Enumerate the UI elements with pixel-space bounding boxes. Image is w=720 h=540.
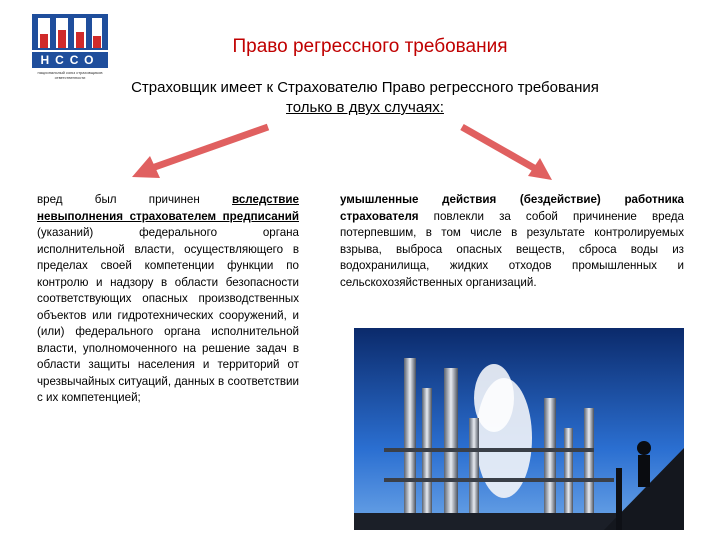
- subtitle-line2: только в двух случаях:: [286, 99, 444, 116]
- nsso-logo: [28, 12, 112, 80]
- left-case-text: [37, 192, 299, 407]
- subtitle: [40, 78, 690, 118]
- right-case-text: [340, 192, 684, 291]
- left-text-part2: вследствие невыполнения страхователем предписаний: [37, 193, 299, 223]
- logo-caption: национальный союз страховщиков ответственности: [37, 70, 103, 80]
- left-text-part3: (указаний) федерального органа исполнительной власти, осуществляющего в пределах своей компетенции функции по контролю и надзору в области безопасности соответствующих опасных производственных объектов или гидротехнических сооружений, и (или) федерального органа исполнительной власти, уполномоченного на решение задач в области защиты населения и территорий от чрезвычайных ситуаций, данных в соответствии с их компетенцией;: [37, 226, 299, 404]
- logo-text: НССО: [40, 53, 100, 67]
- left-text-part1: вред был причинен: [37, 193, 233, 206]
- left-arrow-icon: [132, 127, 268, 178]
- page-title: Право регрессного требования: [232, 36, 508, 57]
- right-text-bold: умышленные действия (бездействие) работника страхователя: [340, 193, 684, 223]
- right-arrow-icon: [462, 127, 552, 180]
- industrial-plant-photo: [354, 328, 684, 530]
- right-text-rest: повлекли за собой причинение вреда потерпевшим, в том числе в результате контролируемых взрыва, выброса опасных веществ, сброса воды из водохранилища, жидких отходов промышленных и сельскохозяйственных организаций.: [340, 209, 684, 289]
- subtitle-line1: Страховщик имеет к Страхователю Право регрессного требования: [131, 79, 599, 96]
